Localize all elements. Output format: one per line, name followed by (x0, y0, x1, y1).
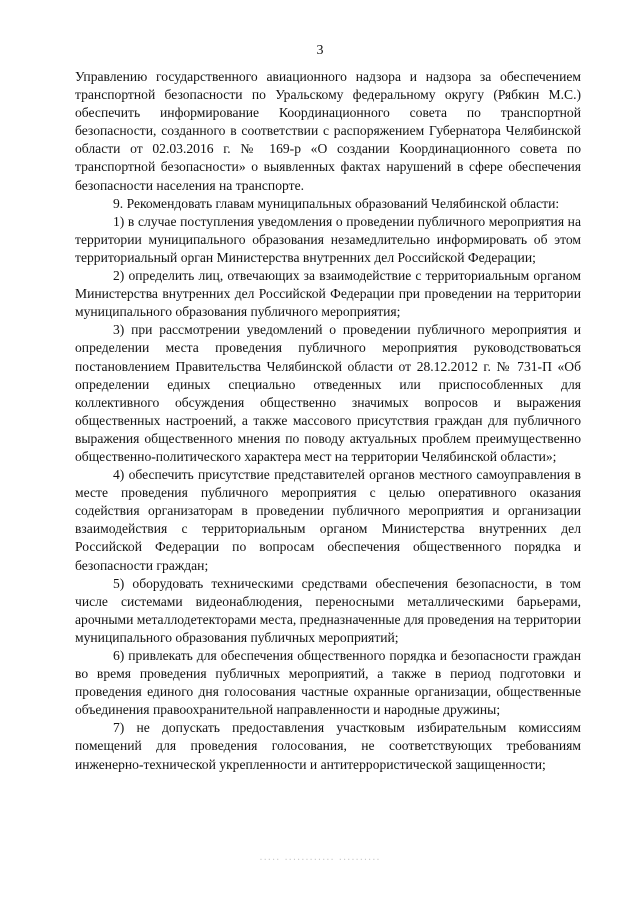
paragraph-subitem-4: 4) обеспечить присутствие представителей органов местного самоуправления в месте проведения публичного мероприятия с целью оперативного оказания содействия организаторам в проведении публичного мероприятия и организации взаимодействия с территориальным органом Министерства внутренних дел Российской Федерации по вопросам обеспечения общественного порядка и безопасности граждан; (75, 467, 581, 573)
paragraph-subitem-2: 2) определить лиц, отвечающих за взаимодействие с территориальным органом Министерства внутренних дел Российской Федерации при проведении на территории муниципального образования публичного мероприятия; (75, 268, 581, 320)
paragraph-subitem-7: 7) не допускать предоставления участковым избирательным комиссиям помещений для проведения голосования, не соответствующих требованиям инженерно-технической укрепленности и антитеррористической защищенности; (75, 720, 581, 772)
paragraph-subitem-6: 6) привлекать для обеспечения общественного порядка и безопасности граждан во время проведения публичных мероприятий, а также в период подготовки и проведения единого дня голосования частные охранные организации, общественные объединения правоохранительной направленности и народные дружины; (75, 648, 581, 718)
footer-watermark-stamp: ····· ············ ·········· (259, 855, 381, 866)
paragraph-subitem-3: 3) при рассмотрении уведомлений о проведении публичного мероприятия и определении места проведения публичного мероприятия руководствоваться постановлением Правительства Челябинской области от 28.12.2012 г. № 731-П «Об определении единых специально отведенных или приспособленных для коллективного обсуждения общественно значимых вопросов и выражения общественных настроений, а также массового присутствия граждан для публичного выражения общественного мнения по поводу актуальных проблем преимущественно общественно-политического характера мест на территории Челябинской области»; (75, 322, 581, 464)
page-number: 3 (316, 43, 324, 58)
paragraph-item-9: 9. Рекомендовать главам муниципальных образований Челябинской области: (113, 195, 560, 211)
paragraph-subitem-1: 1) в случае поступления уведомления о проведении публичного мероприятия на территории муниципального образования незамедлительно информировать об этом территориальный орган Министерства внутренних дел Российской Федерации; (75, 213, 581, 265)
paragraph-continuation: Управлению государственного авиационного надзора и надзора за обеспечением транспортной безопасности по Уральскому федеральному округу (Рябкин М.С.) обеспечить информирование Координационного совета по транспортной безопасности, созданного в соответствии с распоряжением Губернатора Челябинской области от 02.03.2016 г. № 169-р «О создании Координационного совета по транспортной безопасности» о выявленных фактах нарушений в сфере обеспечения безопасности населения на транспорте. (75, 69, 581, 193)
paragraph-subitem-5: 5) оборудовать техническими средствами обеспечения безопасности, в том числе системами видеонаблюдения, переносными металлическими барьерами, арочными металлодетекторами места, предназначенные для проведения на территории муниципального образования публичных мероприятий; (75, 575, 581, 645)
document-body (75, 68, 581, 774)
